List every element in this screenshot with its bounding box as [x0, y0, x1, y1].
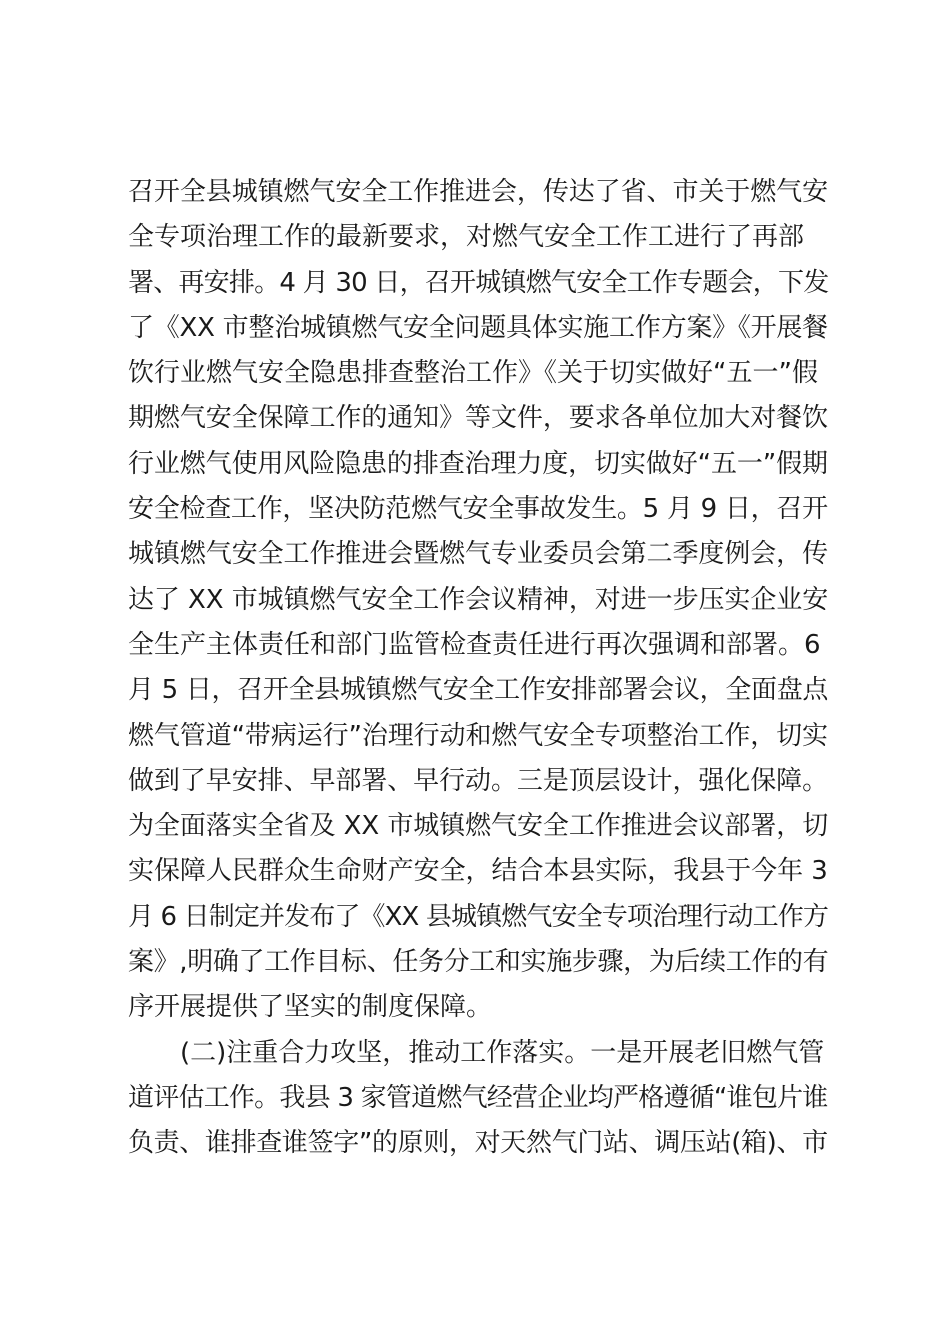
text-line: 行业燃气使用风险隐患的排查治理力度，切实做好“五一”假期: [128, 448, 828, 479]
text-line: 为全面落实全省及 XX 市城镇燃气安全工作推进会议部署，切: [128, 811, 829, 842]
text-line: 全专项治理工作的最新要求，对燃气安全工作工进行了再部: [128, 222, 805, 253]
text-line: 达了 XX 市城镇燃气安全工作会议精神，对进一步压实企业安: [128, 584, 829, 615]
text-line: 做到了早安排、早部署、早行动。三是顶层设计，强化保障。: [128, 765, 829, 796]
text-line: 召开全县城镇燃气安全工作推进会，传达了省、市关于燃气安: [128, 177, 829, 207]
body-text: [128, 170, 828, 1167]
text-line: 月 6 日制定并发布了《XX 县城镇燃气安全专项治理行动工作方: [128, 901, 828, 932]
text-line: 月 5 日，召开全县城镇燃气安全工作安排部署会议，全面盘点: [128, 675, 829, 706]
text-line: 城镇燃气安全工作推进会暨燃气专业委员会第二季度例会，传: [128, 539, 829, 570]
text-line: 道评估工作。我县 3 家管道燃气经营企业均严格遵循“谁包片谁: [128, 1082, 828, 1113]
text-line: 了《XX 市整治城镇燃气安全问题具体实施工作方案》《开展餐: [128, 312, 828, 343]
text-line: 安全检查工作，坚决防范燃气安全事故发生。5 月 9 日，召开: [128, 494, 828, 525]
text-line: 实保障人民群众生命财产安全，结合本县实际，我县于今年 3: [128, 856, 828, 887]
text-line: 负责、谁排查谁签字”的原则，对天然气门站、调压站(箱)、市: [128, 1128, 828, 1159]
paragraph-first-line: (二)注重合力攻坚，推动工作落实。一是开展老旧燃气管: [180, 1037, 825, 1068]
text-line: 燃气管道“带病运行”治理行动和燃气安全专项整治工作，切实: [128, 720, 828, 751]
text-line: 署、再安排。4 月 30 日，召开城镇燃气安全工作专题会，下发: [128, 267, 829, 298]
text-line: 饮行业燃气安全隐患排查整治工作》《关于切实做好“五一”假: [128, 358, 818, 389]
text-line: 序开展提供了坚实的制度保障。: [128, 992, 493, 1023]
text-line: 全生产主体责任和部门监管检查责任进行再次强调和部署。6: [128, 629, 821, 660]
text-line: 期燃气安全保障工作的通知》等文件，要求各单位加大对餐饮: [128, 403, 829, 434]
text-line: 案》,明确了工作目标、任务分工和实施步骤，为后续工作的有: [128, 947, 829, 978]
